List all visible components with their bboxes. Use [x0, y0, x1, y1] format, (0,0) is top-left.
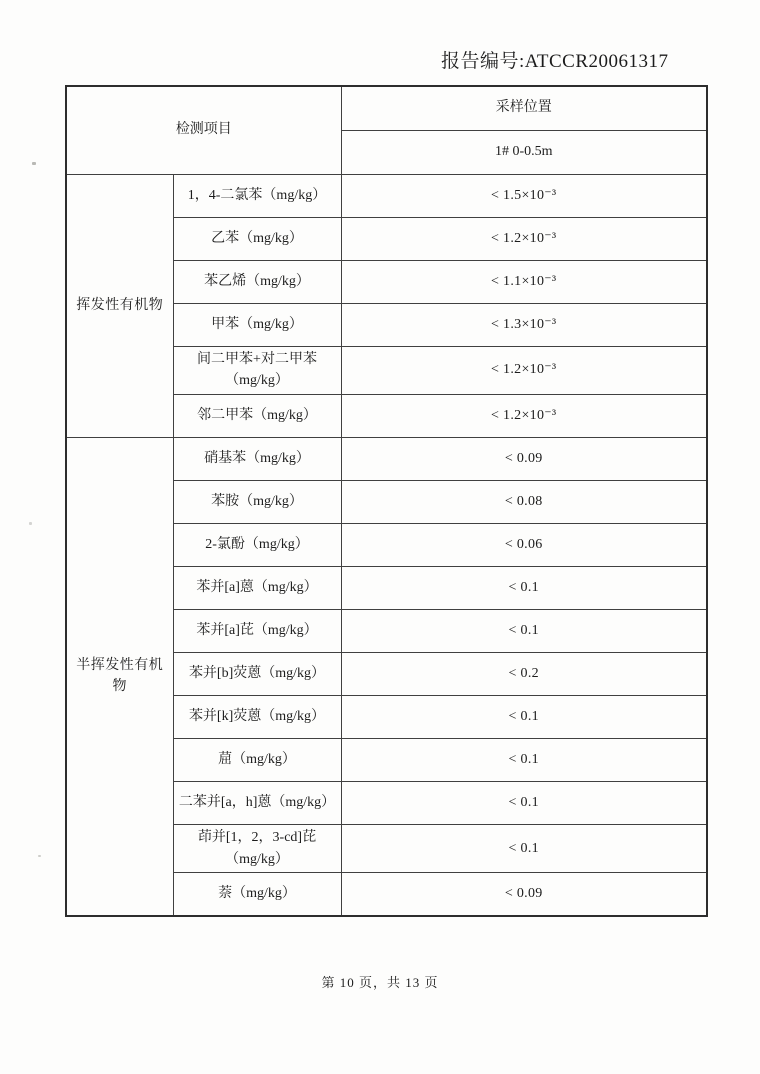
- value-cell: < 1.2×10⁻³: [341, 217, 707, 260]
- item-cell: 苯并[b]荧蒽（mg/kg）: [173, 652, 341, 695]
- value-cell: < 1.1×10⁻³: [341, 260, 707, 303]
- header-sampling-point: 1# 0-0.5m: [341, 130, 707, 174]
- table-header-row-1: [66, 86, 707, 130]
- scan-artifact-speck: [29, 522, 32, 525]
- value-cell: < 1.3×10⁻³: [341, 303, 707, 346]
- value-cell: < 1.2×10⁻³: [341, 346, 707, 394]
- test-results-table: [65, 85, 708, 917]
- value-cell: < 1.2×10⁻³: [341, 394, 707, 437]
- header-test-items: 检测项目: [66, 86, 341, 174]
- item-cell: 2-氯酚（mg/kg）: [173, 523, 341, 566]
- value-cell: < 0.1: [341, 781, 707, 824]
- group-cell-1: 半挥发性有机物: [66, 437, 173, 915]
- item-cell: 苯并[k]荧蒽（mg/kg）: [173, 695, 341, 738]
- report-number: 报告编号:ATCCR20061317: [441, 51, 669, 72]
- scan-artifact-speck: [32, 162, 36, 165]
- item-cell: 苯并[a]蒽（mg/kg）: [173, 566, 341, 609]
- item-cell: 苯并[a]芘（mg/kg）: [173, 609, 341, 652]
- value-cell: < 0.2: [341, 652, 707, 695]
- item-cell: 间二甲苯+对二甲苯（mg/kg）: [173, 346, 341, 394]
- item-cell: 二苯并[a，h]蒽（mg/kg）: [173, 781, 341, 824]
- value-cell: < 0.1: [341, 609, 707, 652]
- value-cell: < 0.1: [341, 738, 707, 781]
- item-cell: 硝基苯（mg/kg）: [173, 437, 341, 480]
- scan-artifact-speck: [38, 855, 41, 857]
- item-cell: 苯胺（mg/kg）: [173, 480, 341, 523]
- value-cell: < 1.5×10⁻³: [341, 174, 707, 217]
- table-row: [66, 174, 707, 217]
- item-cell: 萘（mg/kg）: [173, 873, 341, 916]
- value-cell: < 0.09: [341, 437, 707, 480]
- value-cell: < 0.06: [341, 523, 707, 566]
- item-cell: 甲苯（mg/kg）: [173, 303, 341, 346]
- value-cell: < 0.08: [341, 480, 707, 523]
- group-cell-0: 挥发性有机物: [66, 174, 173, 437]
- page-number-footer: 第 10 页，共 13 页: [321, 975, 439, 990]
- value-cell: < 0.09: [341, 873, 707, 916]
- item-cell: 1，4-二氯苯（mg/kg）: [173, 174, 341, 217]
- item-cell: 邻二甲苯（mg/kg）: [173, 394, 341, 437]
- report-table-body: [66, 86, 707, 916]
- value-cell: < 0.1: [341, 566, 707, 609]
- table-row: [66, 437, 707, 480]
- item-cell: 乙苯（mg/kg）: [173, 217, 341, 260]
- header-sampling-location: 采样位置: [341, 86, 707, 130]
- value-cell: < 0.1: [341, 695, 707, 738]
- value-cell: < 0.1: [341, 824, 707, 872]
- item-cell: 苯乙烯（mg/kg）: [173, 260, 341, 303]
- item-cell: 䓛（mg/kg）: [173, 738, 341, 781]
- item-cell: 茚并[1，2，3-cd]芘（mg/kg）: [173, 824, 341, 872]
